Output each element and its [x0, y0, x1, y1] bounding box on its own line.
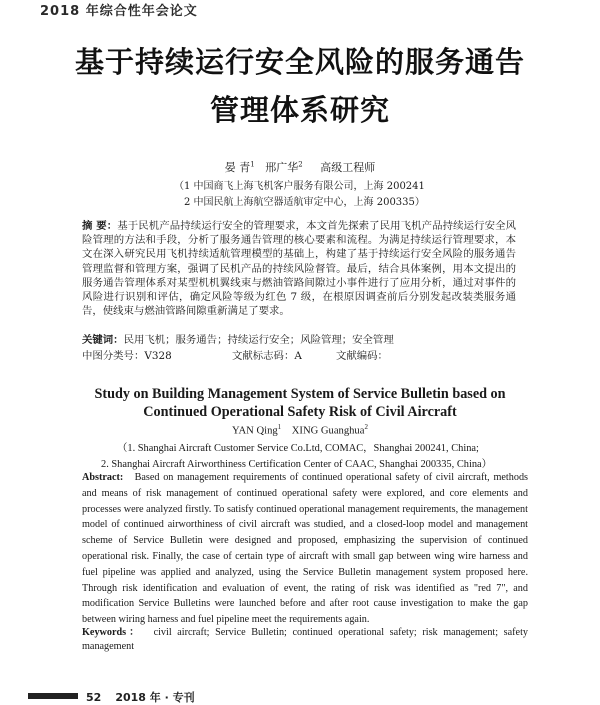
- en-title-line2: Continued Operational Safety Risk of Civil Aircraft: [143, 404, 457, 420]
- cn-keywords: [82, 331, 516, 346]
- article-number: 文献编码：: [336, 350, 388, 362]
- cn-title-line2: 管理体系研究: [209, 93, 390, 127]
- cn-author2-sup: 2: [298, 160, 303, 169]
- cn-authors: [0, 159, 600, 175]
- en-abstract-text: Based on management requirements of continued operational safety of civil aircraft, methods and means of risk management of continued operational safety were explored, and core elements and processes were analyzed firstly. To satisfy continued operational management requirements, the management model of continued airworthiness of civil aircraft was studied, and a closed-loop model and management scheme of Service Bulletin were designed and proposed, emphasizing the supervision of continued operational risk. Finally, the case of certain type of aircraft with small gap between wing wire harness and fuel pipeline was applied and analyzed, using the Service Bulletin management system proposed here. Through risk identification and evaluation of event, the rating of risk was identified as "red 7", and modification Service Bulletins were launched before and after root cause investigation to make the gap between wiring harness and fuel pipeline meet the requirements again.: [82, 472, 528, 626]
- cn-author1-sup: 1: [250, 160, 255, 169]
- cn-abstract-text: 基于民机产品持续运行安全的管理要求，本文首先探索了民用飞机产品持续运行安全风险管理的方法和手段，分析了服务通告管理的核心要素和流程。为满足持续运行管理要求，本文在深入研究民用飞机持续适航管理模型的基础上，构建了基于持续运行安全风险的服务通告管理监督和管理方案，强调了民机产品的持续风险督管。最后，结合具体案例，用本文提出的服务通告管理体系对某型机机翼线束与燃油管路间隙过小事件进行了应用分析，通过对事件的风险进行识别和评估，确定风险等级为红色 7 级，在根原因调查前后分别发起改装类服务通告，使线束与燃油管路间隙重新满足了要求。: [82, 220, 516, 318]
- cn-affiliation2: 2 中国民航上海航空器适航审定中心，上海 200335）: [184, 197, 425, 208]
- journal-issue: 2018 年 · 专刊: [115, 691, 195, 704]
- en-author1: YAN Qing: [232, 425, 278, 437]
- class-number: 中图分类号：V328: [82, 350, 172, 362]
- page-footer: [86, 689, 195, 705]
- conference-header: 2018 年综合性年会论文: [40, 4, 198, 19]
- en-keywords-label: Keywords：: [82, 627, 143, 638]
- en-abstract: [82, 470, 528, 628]
- cn-abstract: [82, 219, 516, 318]
- en-keywords-text: civil aircraft; Service Bulletin; continued operational safety; risk management; safety management: [82, 627, 528, 652]
- cn-author2: 邢广华: [265, 161, 299, 174]
- en-title-line1: Study on Building Management System of Service Bulletin based on: [94, 386, 506, 402]
- en-authors: [0, 423, 600, 437]
- cn-affiliation1: （1 中国商飞上海飞机客户服务有限公司，上海 200241: [174, 181, 425, 192]
- cn-abstract-label: 摘 要：: [82, 220, 118, 232]
- cn-keywords-text: 民用飞机；服务通告；持续运行安全；风险管理；安全管理: [123, 334, 394, 346]
- cn-author1: 晏 青: [224, 161, 251, 174]
- en-author1-sup: 1: [277, 423, 282, 431]
- en-affiliation1: （1. Shanghai Aircraft Customer Service Co.Ltd, COMAC，Shanghai 200241, China;: [117, 443, 479, 454]
- document-code: 文献标志码：A: [232, 350, 302, 362]
- en-keywords: [82, 626, 528, 653]
- en-abstract-label: Abstract:: [82, 472, 124, 483]
- cn-title-line1: 基于持续运行安全风险的服务通告: [74, 45, 525, 79]
- cn-author2-title: 高级工程师: [320, 161, 376, 174]
- en-author2-sup: 2: [364, 423, 368, 431]
- footer-bar: [28, 693, 78, 699]
- cn-keywords-label: 关键词：: [82, 334, 124, 346]
- en-author2: XING Guanghua: [291, 425, 365, 437]
- page-number: 52: [86, 691, 102, 704]
- en-affiliation2: 2. Shanghai Aircraft Airworthiness Certification Center of CAAC, Shanghai 200335, China）: [101, 459, 493, 470]
